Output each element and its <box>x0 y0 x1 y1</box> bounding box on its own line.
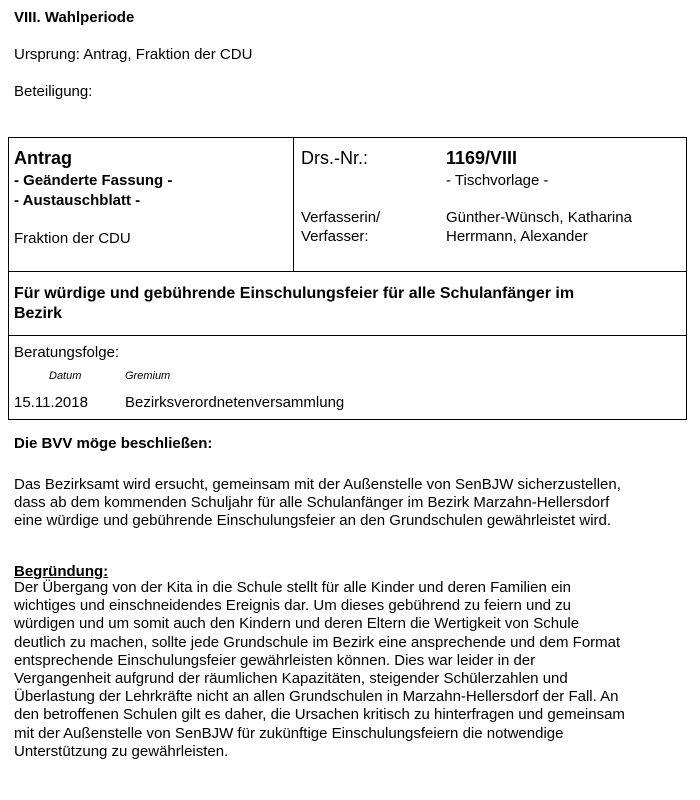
column-header-body: Gremium <box>125 370 171 382</box>
motion-title-line-1: Für würdige und gebührende Einschulungsfeier für alle Schulanfänger im <box>14 285 575 302</box>
resolution-line: Das Bezirksamt wird ersucht, gemeinsam mit der Außenstelle von SenBJW sicherzustellen, <box>14 476 621 493</box>
justification-heading: Begründung: <box>14 563 109 580</box>
justification-line: deutlich zu machen, sollte jede Grundschule im Bezirk eine ansprechende und dem Format <box>14 633 621 651</box>
form-vertical-divider <box>293 137 294 271</box>
resolution-text <box>14 476 694 531</box>
drs-number: 1169/VIII <box>446 148 518 168</box>
participation-label: Beteiligung: <box>14 83 93 100</box>
consultation-body: Bezirksverordnetenversammlung <box>125 394 345 411</box>
drs-note: - Tischvorlage - <box>446 172 549 189</box>
author-label-1: Verfasserin/ <box>301 209 381 226</box>
origin-text: Ursprung: Antrag, Fraktion der CDU <box>14 46 253 63</box>
consultation-label: Beratungsfolge: <box>14 344 120 361</box>
author-1: Günther-Wünsch, Katharina <box>446 209 632 226</box>
justification-line: Der Übergang von der Kita in die Schule stellt für alle Kinder und deren Familien ein <box>14 579 571 596</box>
justification-line: würdigen und um somit auch den Kindern und deren Eltern die Wertigkeit von Schule <box>14 615 580 633</box>
resolution-line: dass ab dem kommenden Schuljahr für alle Schulanfänger im Bezirk Marzahn-Hellersdorf <box>14 494 610 512</box>
justification-line: Vergangenheit aufgrund der räumlichen Kapazitäten, steigender Schülerzahlen und <box>14 670 568 688</box>
doc-type: Antrag <box>14 148 72 168</box>
variant-line-2: - Austauschblatt - <box>14 192 141 209</box>
author-label-2: Verfasser: <box>301 228 369 245</box>
justification-line: mit der Außenstelle von SenBJW für zukünftige Einschulungsfeiern die notwendige <box>14 724 564 742</box>
faction: Fraktion der CDU <box>14 230 131 247</box>
justification-line: Unterstützung zu gewährleisten. <box>14 742 229 760</box>
justification-line: Überlastung der Lehrkräfte nicht an allen Grundschulen in Marzahn-Hellersdorf der Fall. An <box>14 688 619 706</box>
justification-line: entsprechende Einschulungsfeier gewährleisten können. Dies war leider in der <box>14 651 536 669</box>
variant-line-1: - Geänderte Fassung - <box>14 172 173 189</box>
resolution-line: eine würdige und gebührende Einschulungsfeier an den Grundschulen gewährleistet wird. <box>14 512 612 530</box>
motion-title-line-2: Bezirk <box>14 305 63 322</box>
resolution-heading: Die BVV möge beschließen: <box>14 435 213 452</box>
justification-line: den betroffenen Schulen gilt es daher, die Ursachen kritisch zu hinterfragen und gemeinsam <box>14 706 625 724</box>
consultation-date: 15.11.2018 <box>14 394 88 411</box>
form-divider-2 <box>8 335 687 336</box>
author-2: Herrmann, Alexander <box>446 228 588 245</box>
justification-text <box>14 579 700 761</box>
drs-label: Drs.-Nr.: <box>301 148 368 168</box>
column-header-date: Datum <box>49 370 82 382</box>
justification-line: wichtiges und einschneidendes Ereignis dar. Um dieses gebührend zu feiern und zu <box>14 597 572 615</box>
form-divider-1 <box>8 271 687 272</box>
period-heading: VIII. Wahlperiode <box>14 9 135 26</box>
